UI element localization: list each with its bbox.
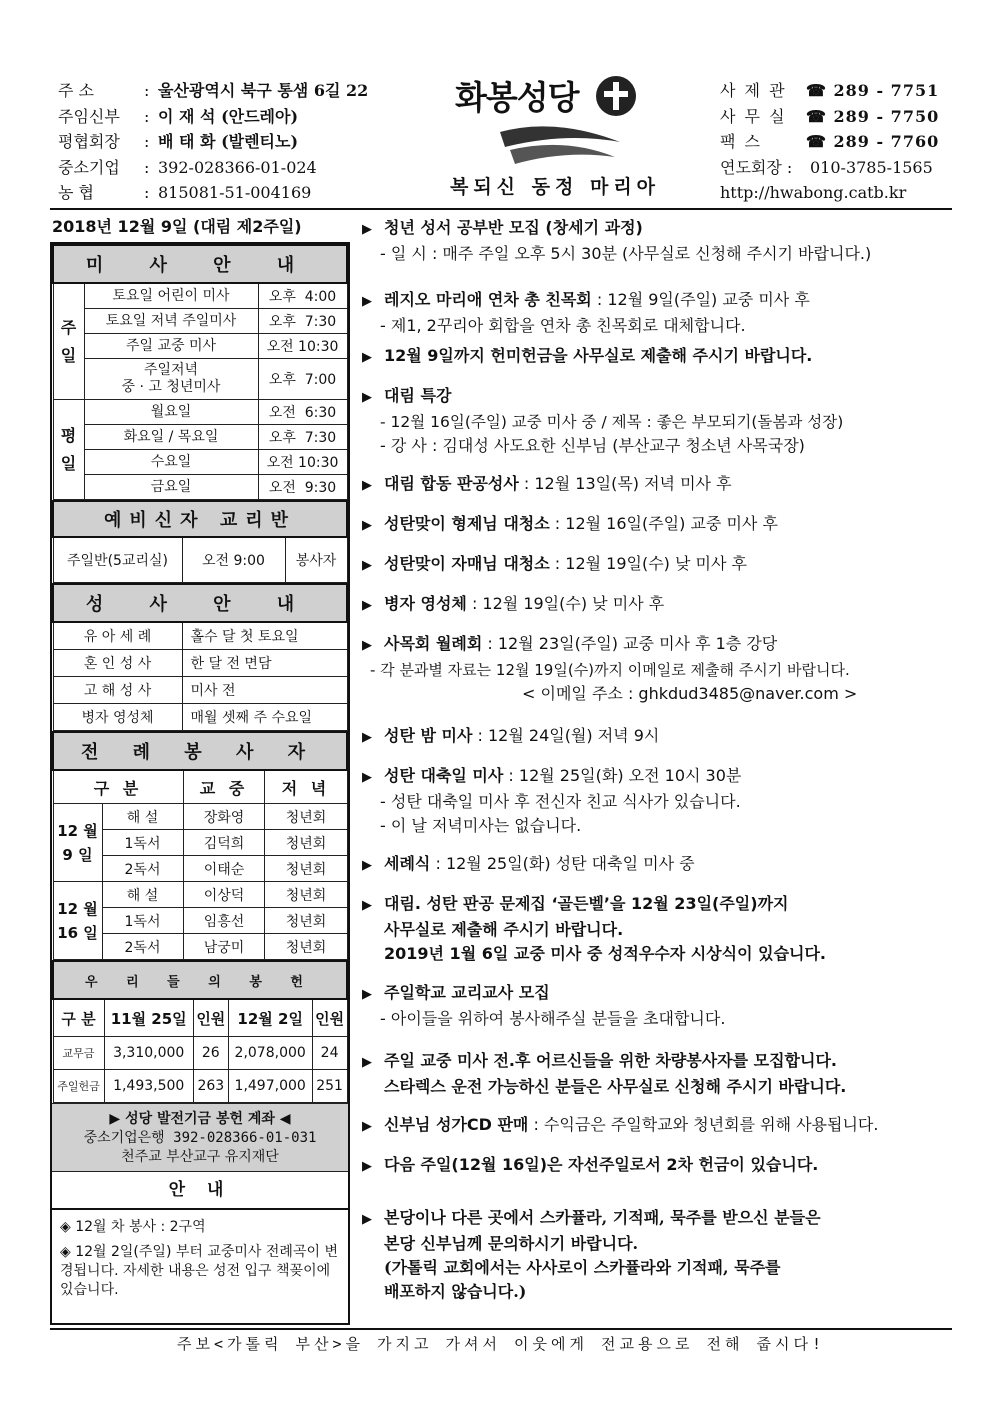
sacrament-name: 고 해 성 사: [53, 677, 182, 704]
header-left-row: [58, 129, 388, 155]
liturgy-role: 2독서: [102, 934, 183, 960]
liturgy-person: 이상덕: [183, 882, 265, 908]
announcement-item: [362, 852, 952, 878]
announcement-subline: (가톨릭 교회에서는 사사로이 스카퓰라와 기적패, 묵주를: [384, 1258, 781, 1277]
offering-value: 1,493,500: [104, 1070, 193, 1103]
mass-table: [52, 244, 348, 500]
announcement-item: [362, 632, 952, 706]
announcement-detail: : 12월 9일(주일) 교중 미사 후: [591, 290, 810, 309]
announcement-title: 청년 성서 공부반 모집 (창세기 과정): [384, 218, 643, 237]
catechumen-title: 예비신자 교리반: [53, 501, 347, 537]
mass-name: 주일저녁 중 · 고 청년미사: [84, 359, 258, 400]
announcement-subline: 2019년 1월 6일 교중 미사 중 성적우수자 시상식이 있습니다.: [384, 944, 827, 963]
fund-holder: 천주교 부산교구 유지재단: [121, 1149, 279, 1165]
offering-value: 2,078,000: [228, 1037, 312, 1070]
header-left-row: [58, 180, 388, 206]
announcement-headline: [362, 512, 952, 538]
offering-header: 12월 2일: [228, 999, 312, 1037]
header-left-row: [58, 78, 388, 104]
announcement-item: [362, 472, 952, 498]
header-right-key: 연도회장 :: [720, 157, 793, 177]
liturgy-person: 이태순: [183, 856, 265, 882]
logo-subtitle: 복되신 동정 마리아: [449, 176, 661, 198]
announcement-headline: [362, 1153, 952, 1179]
notice-item: ◈ 12월 차 봉사 : 2구역: [60, 1219, 206, 1235]
liturgy-person: 청년회: [265, 856, 347, 882]
cross-icon: [593, 74, 639, 118]
liturgy-role: 2독서: [102, 856, 183, 882]
announcement-subline: - 성탄 대축일 미사 후 전신자 친교 식사가 있습니다.: [380, 792, 741, 811]
bullet-arrow-icon: ▶: [362, 350, 372, 365]
announcement-detail: : 12월 24일(월) 저녁 9시: [472, 726, 660, 745]
bullet-arrow-icon: ▶: [362, 1159, 372, 1174]
announcement-subline: - 아이들을 위하여 봉사해주실 분들을 초대합니다.: [380, 1009, 726, 1028]
sacrament-name: 유 아 세 례: [53, 622, 182, 650]
liturgy-person: 청년회: [265, 804, 347, 830]
sacrament-name: 혼 인 성 사: [53, 650, 182, 677]
swoosh-graphic: [495, 122, 625, 172]
announcement-detail: : 수익금은 주일학교와 청년회를 위해 사용됩니다.: [528, 1115, 879, 1134]
mass-name: 금요일: [84, 475, 258, 500]
mass-name: 수요일: [84, 450, 258, 475]
announcement-headline: [362, 1113, 952, 1139]
header-left-colon: :: [144, 157, 150, 177]
announcement-title: 세례식: [384, 854, 431, 873]
announcement-headline: [362, 1049, 952, 1075]
parish-logo: [449, 72, 661, 198]
left-info-panel: [50, 242, 350, 1325]
sacrament-detail: 한 달 전 면담: [182, 650, 347, 677]
announcement-title: 신부님 성가CD 판매: [384, 1115, 529, 1134]
announcement-title: 주일학교 교리교사 모집: [384, 983, 550, 1002]
bullet-arrow-icon: ▶: [362, 730, 372, 745]
bullet-arrow-icon: ▶: [362, 987, 372, 1002]
announcement-headline: [362, 472, 952, 498]
header-right-value: 010-3785-1565: [810, 157, 933, 177]
announcement-subline: 본당 신부님께 문의하시기 바랍니다.: [384, 1234, 639, 1253]
header-right-row: [720, 104, 970, 130]
header-right-row: [720, 180, 970, 206]
header-left-key: 주 소: [58, 81, 94, 100]
announcement-item: [362, 512, 952, 538]
announcement-title: 본당이나 다른 곳에서 스카퓰라, 기적패, 묵주를 받으신 분들은: [384, 1208, 821, 1227]
announcement-item: [362, 1113, 952, 1139]
announcement-title: 12월 9일까지 헌미헌금을 사무실로 제출해 주시기 바랍니다.: [384, 346, 813, 365]
announcement-item: [362, 216, 952, 266]
announcement-detail: : 12월 25일(화) 오전 10시 30분: [503, 766, 742, 785]
offering-value: 1,497,000: [228, 1070, 312, 1103]
announcement-subline: 사무실로 제출해 주시기 바랍니다.: [384, 920, 624, 939]
logo-title: 화봉성당: [455, 78, 579, 117]
announcement-subline: 스타렉스 운전 가능하신 분들은 사무실로 신청해 주시기 바랍니다.: [384, 1077, 847, 1096]
offering-category: 교무금: [53, 1037, 104, 1070]
announcement-title: 성탄맞이 자매님 대청소: [384, 554, 550, 573]
announcement-title: 레지오 마리애 연차 총 친목회: [384, 290, 592, 309]
header-left-key: 중소기업: [58, 157, 120, 177]
liturgy-role: 해 설: [102, 804, 183, 830]
announcement-item: [362, 344, 952, 370]
header-left-value: 392-028366-01-024: [158, 157, 317, 177]
mass-time: 오전 6:30: [258, 400, 347, 425]
offering-value: 251: [312, 1070, 347, 1103]
bullet-arrow-icon: ▶: [362, 770, 372, 785]
bulletin-date: 2018년 12월 9일 (대림 제2주일): [52, 217, 302, 236]
sacrament-title: 성 사 안 내: [53, 584, 347, 622]
announcement-headline: [362, 344, 952, 370]
bullet-arrow-icon: ▶: [362, 478, 372, 493]
header-left-key: 주임신부: [58, 106, 120, 126]
announcement-subline: < 이메일 주소 : ghkdud3485@naver.com >: [522, 684, 858, 703]
announcement-detail: : 12월 19일(수) 낮 미사 후: [466, 594, 665, 613]
announcement-title: 성탄맞이 형제님 대청소: [384, 514, 550, 533]
announcement-headline: [362, 1206, 952, 1232]
offering-header: 인원: [193, 999, 228, 1037]
announcement-subline: - 12월 16일(주일) 교중 미사 중 / 제목 : 좋은 부모되기(돌봄과 성장): [380, 413, 844, 431]
header-left-value: 이 재 석 (안드레아): [158, 106, 299, 126]
header-right-value: ☎ 289 - 7751: [806, 81, 940, 100]
announcement-item: [362, 724, 952, 750]
sacrament-detail: 홀수 달 첫 토요일: [182, 622, 347, 650]
liturgy-header: 구 분: [53, 770, 183, 804]
announcement-headline: [362, 632, 952, 658]
sacrament-name: 병자 영성체: [53, 704, 182, 731]
bullet-arrow-icon: ▶: [362, 222, 372, 237]
mass-group-label: 평 일: [53, 400, 84, 500]
announcement-headline: [362, 764, 952, 790]
announcement-detail: : 12월 13일(목) 저녁 미사 후: [518, 474, 732, 493]
header-divider: [50, 208, 952, 210]
announcement-subline: 배포하지 않습니다.): [384, 1282, 527, 1301]
liturgy-date: 12 월 16 일: [53, 882, 102, 960]
mass-name: 월요일: [84, 400, 258, 425]
bullet-arrow-icon: ▶: [362, 294, 372, 309]
announcement-headline: [362, 724, 952, 750]
sacrament-detail: 매월 셋째 주 수요일: [182, 704, 347, 731]
header-right-row: [720, 155, 970, 181]
header-left-colon: :: [144, 81, 150, 100]
announcement-item: [362, 288, 952, 338]
header-right-row: [720, 129, 970, 155]
announcement-title: 주일 교중 미사 전.후 어르신들을 위한 차량봉사자를 모집합니다.: [384, 1051, 838, 1070]
header-left-colon: :: [144, 183, 150, 202]
mass-group-label: 주 일: [53, 283, 84, 400]
liturgy-person: 청년회: [265, 908, 347, 934]
announcement-headline: [362, 216, 952, 242]
announcement-headline: [362, 384, 952, 410]
announcement-title: 대림 특강: [384, 386, 452, 405]
mass-time: 오전 10:30: [258, 450, 347, 475]
announcement-subline: - 강 사 : 김대성 사도요한 신부님 (부산교구 청소년 사목국장): [380, 436, 805, 455]
announcement-headline: [362, 552, 952, 578]
header-info-right: [720, 78, 970, 206]
catechumen-table: [52, 500, 348, 583]
catechumen-teacher: 봉사자: [285, 537, 347, 583]
liturgy-date: 12 월 9 일: [53, 804, 102, 882]
liturgy-person: 청년회: [265, 830, 347, 856]
offering-header: 구 분: [53, 999, 104, 1037]
mass-name: 토요일 저녁 주일미사: [84, 309, 258, 334]
bullet-arrow-icon: ▶: [362, 638, 372, 653]
header-right-key: 팩 스: [720, 132, 762, 151]
offering-category: 주일헌금: [53, 1070, 104, 1103]
announcement-item: [362, 1049, 952, 1099]
bullet-arrow-icon: ▶: [362, 1055, 372, 1070]
notice-title: 안 내: [52, 1172, 348, 1210]
header-left-value: 배 태 화 (발렌티노): [158, 132, 299, 151]
sacrament-detail: 미사 전: [182, 677, 347, 704]
offering-header: 11월 25일: [104, 999, 193, 1037]
catechumen-time: 오전 9:00: [182, 537, 285, 583]
offering-value: 3,310,000: [104, 1037, 193, 1070]
announcement-headline: [362, 288, 952, 314]
header-left-key: 평협회장: [58, 132, 120, 151]
announcement-title: 대림. 성탄 판공 문제집 ‘골든벨’을 12월 23일(주일)까지: [384, 894, 789, 913]
announcement-item: [362, 552, 952, 578]
header-info-left: [58, 78, 388, 206]
announcement-subline: - 제1, 2꾸리아 회합을 연차 총 친목회로 대체합니다.: [380, 316, 746, 335]
announcement-headline: [362, 852, 952, 878]
header-right-key: 사 제 관: [720, 81, 787, 100]
announcement-detail: : 12월 23일(주일) 교중 미사 후 1층 강당: [482, 634, 778, 653]
mass-name: 화요일 / 목요일: [84, 425, 258, 450]
header-left-value: 울산광역시 북구 통샘 6길 22: [158, 81, 369, 100]
header-right-value: http://hwabong.catb.kr: [720, 183, 907, 202]
announcement-item: [362, 384, 952, 458]
announcement-item: [362, 1153, 952, 1179]
fund-title: ▶ 성당 발전기금 봉헌 계좌 ◀: [109, 1111, 291, 1127]
header-left-row: [58, 104, 388, 130]
footer-message: 주보<가톨릭 부산>을 가지고 가셔서 이웃에게 전교용으로 전해 줍시다!: [176, 1335, 826, 1353]
liturgy-person: 청년회: [265, 934, 347, 960]
bullet-arrow-icon: ▶: [362, 898, 372, 913]
bullet-arrow-icon: ▶: [362, 518, 372, 533]
mass-time: 오후 7:30: [258, 425, 347, 450]
header-right-row: [720, 78, 970, 104]
bullet-arrow-icon: ▶: [362, 858, 372, 873]
header-left-value: 815081-51-004169: [158, 183, 312, 202]
liturgy-person: 김덕희: [183, 830, 265, 856]
offering-table: [52, 960, 348, 1103]
sacrament-table: [52, 583, 348, 731]
header-right-value: ☎ 289 - 7750: [806, 106, 940, 126]
mass-title: 미 사 안 내: [53, 245, 347, 283]
mass-time: 오전 10:30: [258, 334, 347, 359]
liturgy-role: 1독서: [102, 908, 183, 934]
offering-value: 26: [193, 1037, 228, 1070]
announcement-item: [362, 981, 952, 1031]
announcement-title: 대림 합동 판공성사: [384, 474, 519, 493]
liturgy-person: 남궁미: [183, 934, 265, 960]
announcement-subline: - 일 시 : 매주 주일 오후 5시 30분 (사무실로 신청해 주시기 바랍니다.): [380, 244, 872, 263]
announcement-detail: : 12월 25일(화) 성탄 대축일 미사 중: [430, 854, 695, 873]
mass-name: 주일 교중 미사: [84, 334, 258, 359]
footer-divider: [50, 1328, 952, 1330]
announcement-item: [362, 764, 952, 838]
header-left-colon: :: [144, 106, 150, 126]
bullet-arrow-icon: ▶: [362, 598, 372, 613]
liturgy-person: 장화영: [183, 804, 265, 830]
mass-time: 오후 7:00: [258, 359, 347, 400]
header-left-colon: :: [144, 132, 150, 151]
header-right-key: 사 무 실: [720, 106, 787, 126]
notice-body: [52, 1210, 348, 1323]
offering-value: 263: [193, 1070, 228, 1103]
liturgy-table: [52, 731, 348, 960]
bullet-arrow-icon: ▶: [362, 1212, 372, 1227]
liturgy-person: 청년회: [265, 882, 347, 908]
announcement-detail: : 12월 16일(주일) 교중 미사 후: [549, 514, 778, 533]
mass-time: 오후 7:30: [258, 309, 347, 334]
fund-account: 중소기업은행 392-028366-01-031: [83, 1130, 317, 1146]
announcement-title: 성탄 대축일 미사: [384, 766, 504, 785]
mass-name: 토요일 어린이 미사: [84, 283, 258, 309]
header-left-row: [58, 155, 388, 181]
bullet-arrow-icon: ▶: [362, 390, 372, 405]
header-left-key: 농 협: [58, 183, 94, 202]
notice-item: ◈ 12월 2일(주일) 부터 교중미사 전례곡이 변경됩니다. 자세한 내용은 성전 입구 책꽂이에 있습니다.: [60, 1244, 338, 1298]
offering-header: 인원: [312, 999, 347, 1037]
development-fund: [52, 1103, 348, 1172]
bullet-arrow-icon: ▶: [362, 1119, 372, 1134]
liturgy-title: 전 례 봉 사 자: [53, 732, 347, 770]
announcement-subline: - 이 날 저녁미사는 없습니다.: [380, 816, 582, 835]
liturgy-role: 해 설: [102, 882, 183, 908]
header-right-value: ☎ 289 - 7760: [806, 132, 940, 151]
mass-time: 오후 4:00: [258, 283, 347, 309]
announcement-item: [362, 592, 952, 618]
announcement-headline: [362, 592, 952, 618]
liturgy-header: 저 녁: [265, 770, 347, 804]
announcement-title: 병자 영성체: [384, 594, 467, 613]
liturgy-person: 임흥선: [183, 908, 265, 934]
mass-time: 오전 9:30: [258, 475, 347, 500]
announcement-detail: : 12월 19일(수) 낮 미사 후: [549, 554, 748, 573]
liturgy-role: 1독서: [102, 830, 183, 856]
announcement-headline: [362, 981, 952, 1007]
announcement-title: 성탄 밤 미사: [384, 726, 473, 745]
announcement-title: 다음 주일(12월 16일)은 자선주일로서 2차 헌금이 있습니다.: [384, 1155, 819, 1174]
announcement-item: [362, 892, 952, 966]
offering-value: 24: [312, 1037, 347, 1070]
announcement-title: 사목회 월례회: [384, 634, 483, 653]
bullet-arrow-icon: ▶: [362, 558, 372, 573]
announcement-headline: [362, 892, 952, 918]
catechumen-class: 주일반(5교리실): [53, 537, 182, 583]
announcement-subline: - 각 분과별 자료는 12월 19일(수)까지 이메일로 제출해 주시기 바랍니다.: [370, 661, 850, 679]
liturgy-header: 교 중: [183, 770, 265, 804]
offering-title: 우 리 들 의 봉 헌: [53, 961, 347, 999]
announcement-item: [362, 1206, 952, 1304]
